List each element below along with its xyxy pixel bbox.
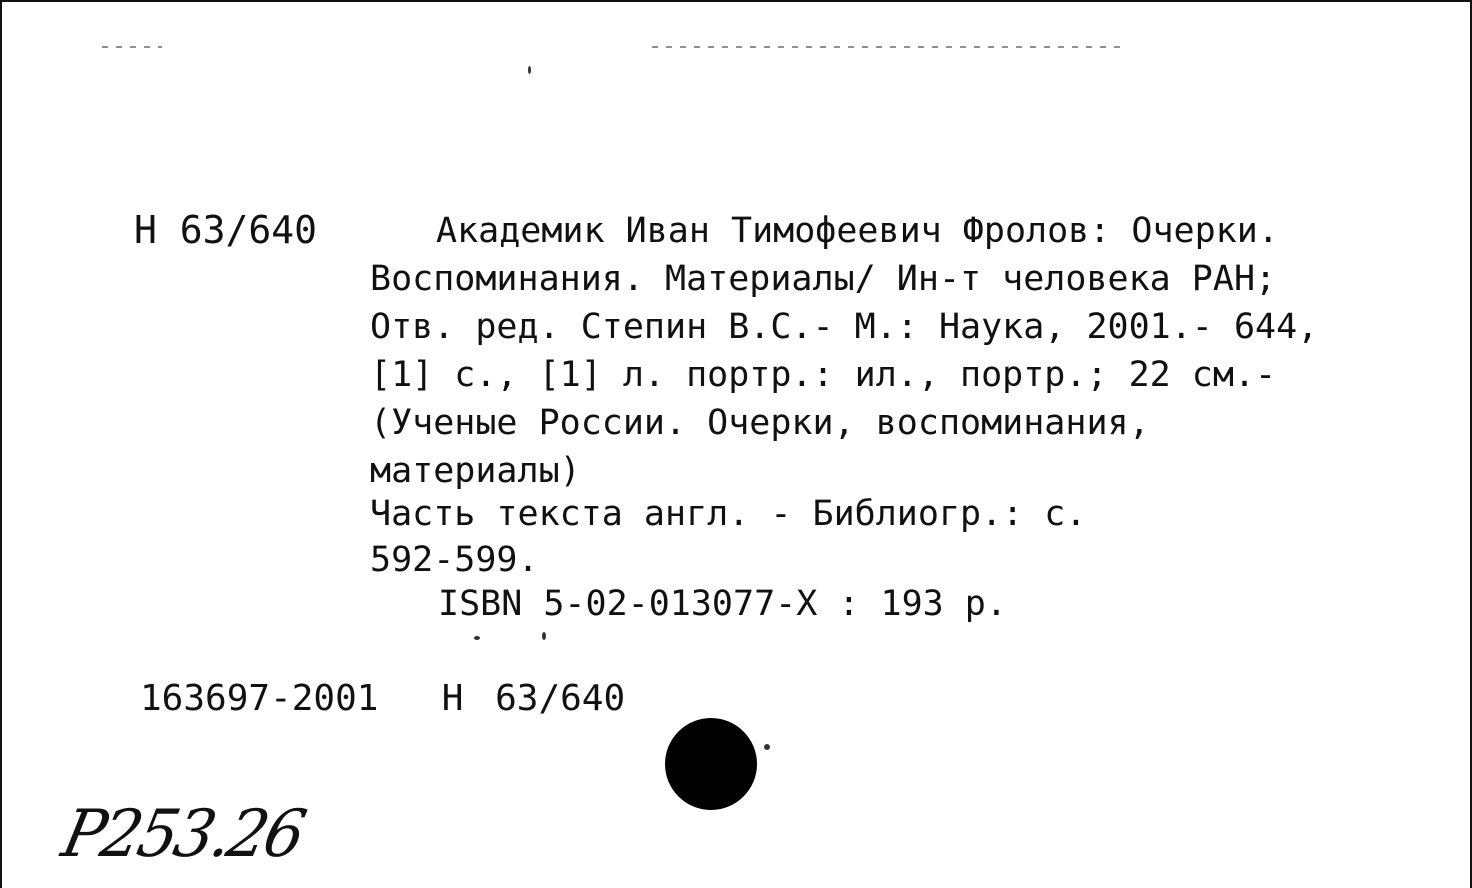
notes-line-2: 592-599.: [370, 540, 539, 580]
handwritten-mark: P253.26: [55, 795, 310, 872]
accession-number: 163697-2001 Н 63/640: [140, 678, 626, 719]
notes-line-1: Часть текста англ. - Библиогр.: с.: [370, 494, 1087, 534]
bibliographic-entry: [370, 207, 1322, 495]
scan-artifact: [652, 46, 1122, 48]
scan-speckle: [528, 66, 531, 74]
punch-hole: [665, 718, 757, 810]
entry-line-1: [370, 207, 1322, 255]
shelf-mark: Н 63/640: [134, 208, 318, 252]
scan-speckle: [764, 744, 770, 750]
entry-line-4: [1] с., [1] л. портр.: ил., портр.; 22 см.-: [370, 355, 1277, 395]
scan-speckle: [542, 632, 546, 640]
entry-text: Академик Иван Тимофеевич Фролов: Очерки.: [436, 211, 1279, 251]
entry-line-5: (Ученые России. Очерки, воспоминания,: [370, 403, 1150, 443]
notes: [370, 491, 1322, 583]
scan-speckle: [474, 636, 480, 640]
entry-line-2: Воспоминания. Материалы/ Ин-т человека РАН;: [370, 259, 1277, 299]
entry-line-6: материалы): [370, 451, 581, 491]
scan-artifact: [102, 46, 162, 48]
isbn-price: ISBN 5-02-013077-X : 193 р.: [438, 584, 1007, 624]
entry-line-3: Отв. ред. Степин В.С.- М.: Наука, 2001.- 644,: [370, 307, 1319, 347]
